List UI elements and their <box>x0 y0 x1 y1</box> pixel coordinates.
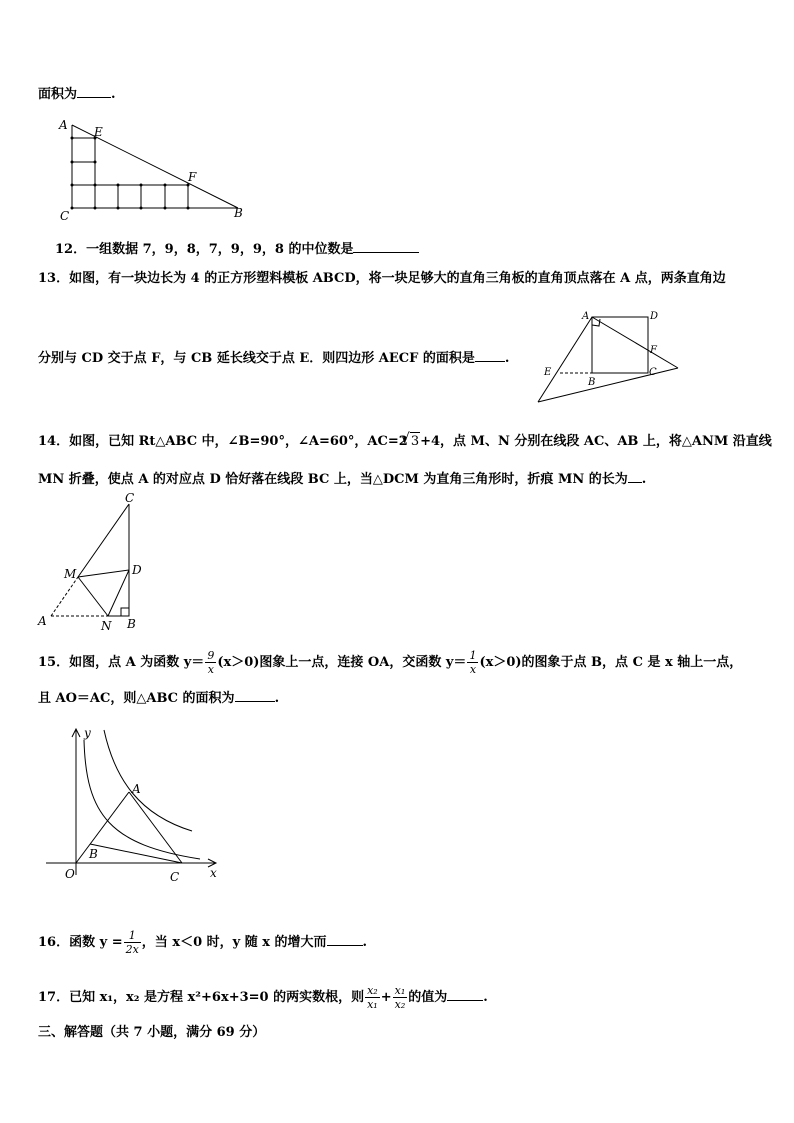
q11-tail: 面积为 <box>38 87 78 102</box>
q11-label-c: C <box>60 209 70 223</box>
q13-end: . <box>504 351 510 366</box>
q14-stem-a: 14．如图，已知 Rt△ABC 中，∠B=90°，∠A=60°，AC=2 <box>38 434 408 449</box>
q17-stem-a: 17．已知 x₁，x₂ 是方程 x²+6x+3=0 的两实数根，则 <box>38 990 365 1005</box>
q13-line1: 13．如图，有一块边长为 4 的正方形塑料模板 ABCD，将一块足够大的直角三角板的直角顶点落在 A 点，两条直角边 <box>38 271 726 286</box>
q15-stem-c: (x＞0)的图象于点 B，点 C 是 x 轴上一点， <box>479 655 743 670</box>
q11-blank <box>77 83 111 98</box>
q11-text <box>38 83 116 104</box>
q15-frac1-num: 9 <box>207 649 215 662</box>
q15-label-a: A <box>132 782 141 796</box>
q11-label-b: B <box>234 206 243 220</box>
q13-label-e: E <box>544 367 552 378</box>
q13-label-a: A <box>582 311 590 322</box>
q11-label-f: F <box>188 170 197 184</box>
q15-label-x: x <box>210 866 217 880</box>
q14-line2 <box>38 468 646 489</box>
q15-line1 <box>38 649 742 676</box>
q14-label-b: B <box>127 617 136 631</box>
q14-label-m: M <box>64 567 77 581</box>
q15-end: . <box>274 691 280 706</box>
q14-line1 <box>38 432 772 451</box>
section3-title: 三、解答题（共 7 小题，满分 69 分） <box>38 1025 266 1040</box>
q17-plus: + <box>380 990 392 1005</box>
q13-label-b: B <box>588 377 596 388</box>
q15-line2 <box>38 687 279 708</box>
q17-text <box>38 984 488 1011</box>
q12-text <box>55 238 419 259</box>
q14-sqrt: √ 3 <box>410 432 420 451</box>
q11-end: . <box>111 87 116 102</box>
q14-stem-b: +4，点 M、N 分别在线段 AC、AB 上，将△ANM 沿直线 <box>420 434 772 449</box>
q11-label-e: E <box>94 125 103 139</box>
q11-figure <box>55 115 255 225</box>
q13-line2 <box>38 347 509 368</box>
q17-frac1-den: x₁ <box>367 998 378 1011</box>
q15-label-y: y <box>84 726 91 740</box>
q15-frac1-den: x <box>207 663 214 676</box>
q15-stem-b: (x＞0)图象上一点，连接 OA，交函数 y＝ <box>217 655 467 670</box>
q16-end: . <box>362 935 368 950</box>
q14-end: . <box>641 472 647 487</box>
q14-blank <box>628 468 642 483</box>
q15-frac2 <box>467 649 478 676</box>
q15-frac2-den: x <box>469 663 477 676</box>
q15-frac2-num: 1 <box>469 649 477 662</box>
q17-stem-b: 的值为 <box>408 990 448 1005</box>
q16-frac-den: 2x <box>125 943 139 956</box>
q15-label-c: C <box>170 870 180 884</box>
q14-label-n: N <box>101 619 112 633</box>
q16-blank <box>327 931 363 946</box>
q12-stem: 12．一组数据 7，9，8，7，9，9，8 的中位数是 <box>55 242 354 257</box>
q13-figure <box>530 305 690 405</box>
q15-frac1 <box>205 649 216 676</box>
q16-frac <box>124 929 141 956</box>
q13-label-c: C <box>649 367 657 378</box>
q15-label-o: O <box>65 867 75 881</box>
q14-stem: MN 折叠，使点 A 的对应点 D 恰好落在线段 BC 上，当△DCM 为直角三角形时，折痕 MN 的长为 <box>38 472 628 487</box>
q17-end: . <box>483 990 488 1005</box>
q15-label-b: B <box>89 847 98 861</box>
q14-figure <box>35 490 155 635</box>
q15-figure <box>40 725 230 890</box>
q17-frac1-num: x₂ <box>367 984 378 997</box>
q17-blank <box>447 986 483 1001</box>
q12-blank <box>353 238 419 253</box>
q17-frac2-num: x₁ <box>394 984 406 997</box>
q14-label-a: A <box>38 614 47 628</box>
q17-frac2-den: x₂ <box>394 998 406 1011</box>
q16-stem-b: ，当 x＜0 时，y 随 x 的增大而 <box>141 935 327 950</box>
q17-frac1 <box>365 984 380 1011</box>
q14-label-c: C <box>125 491 135 505</box>
q14-label-d: D <box>132 563 142 577</box>
q13-label-d: D <box>650 311 659 322</box>
q15-stem-a: 15．如图，点 A 为函数 y＝ <box>38 655 205 670</box>
q17-frac2 <box>393 984 408 1011</box>
q15-stem: 且 AO＝AC，则△ABC 的面积为 <box>38 691 235 706</box>
q16-text <box>38 929 367 956</box>
q16-frac-num: 1 <box>124 929 141 943</box>
q11-label-a: A <box>59 118 68 132</box>
q13-label-f: F <box>650 345 657 356</box>
q15-blank <box>235 687 275 702</box>
q13-blank <box>475 347 505 362</box>
q16-stem-a: 16．函数 y = <box>38 935 123 950</box>
q13-stem: 分别与 CD 交于点 F，与 CB 延长线交于点 E．则四边形 AECF 的面积是 <box>38 351 475 366</box>
